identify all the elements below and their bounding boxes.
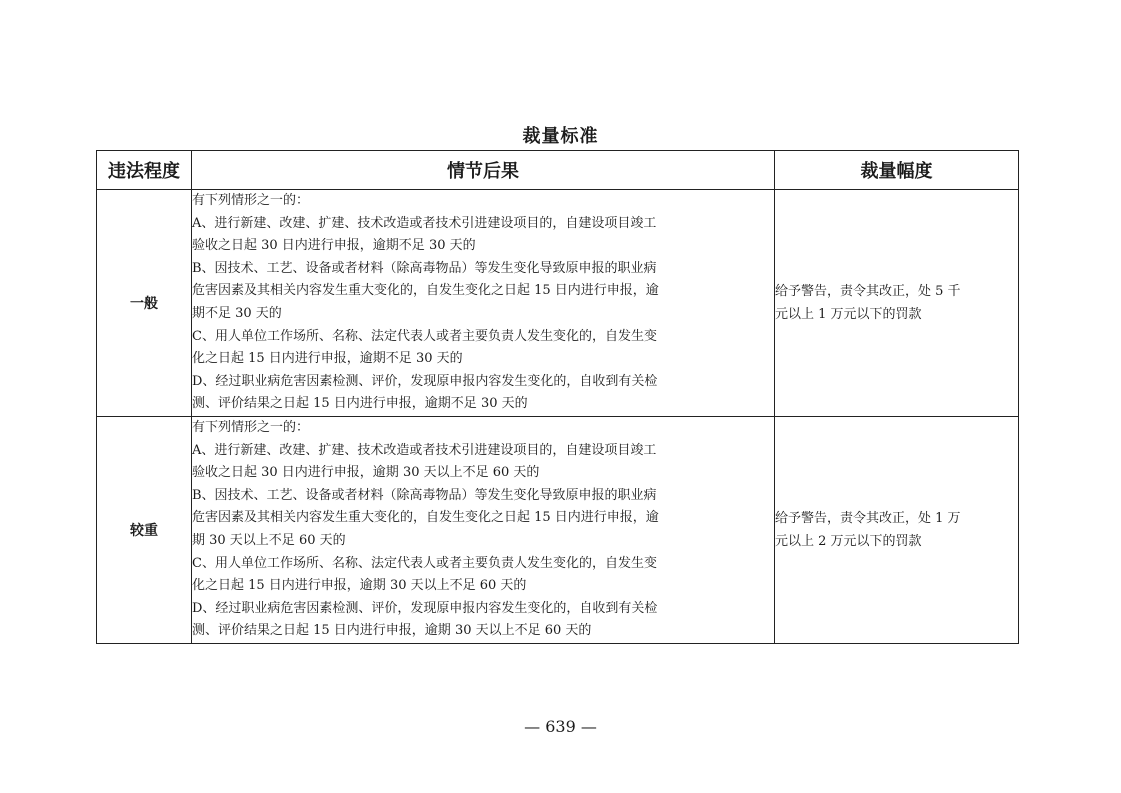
circumstance-line: 验收之日起 30 日内进行申报，逾期不足 30 天的 bbox=[192, 238, 476, 254]
header-circumstances: 情节后果 bbox=[192, 151, 775, 190]
penalty-range-cell bbox=[775, 416, 1019, 643]
circumstance-line: B、因技术、工艺、设备或者材料（除高毒物品）等发生变化导致原申报的职业病 bbox=[192, 487, 657, 503]
circumstance-line: A、进行新建、改建、扩建、技术改造或者技术引进建设项目的，自建设项目竣工 bbox=[192, 215, 657, 231]
table-title: 裁量标准 bbox=[522, 126, 599, 147]
circumstance-line: 化之日起 15 日内进行申报，逾期 30 天以上不足 60 天的 bbox=[192, 578, 527, 594]
circumstances-cell bbox=[192, 416, 775, 643]
penalty-range-cell bbox=[775, 190, 1019, 417]
circumstance-line: 危害因素及其相关内容发生重大变化的，自发生变化之日起 15 日内进行申报，逾 bbox=[192, 283, 659, 299]
circumstance-line: 测、评价结果之日起 15 日内进行申报，逾期不足 30 天的 bbox=[192, 396, 528, 412]
header-violation-level: 违法程度 bbox=[97, 151, 192, 190]
circumstance-line: 有下列情形之一的： bbox=[192, 419, 310, 435]
header-penalty-range: 裁量幅度 bbox=[775, 151, 1019, 190]
violation-level-cell: 较重 bbox=[97, 416, 192, 643]
penalty-line: 给予警告，责令其改正，处 1 万 bbox=[775, 510, 961, 526]
penalty-line: 给予警告，责令其改正，处 5 千 bbox=[775, 283, 961, 299]
circumstance-line: C、用人单位工作场所、名称、法定代表人或者主要负责人发生变化的，自发生变 bbox=[192, 328, 657, 344]
circumstance-line: 期 30 天以上不足 60 天的 bbox=[192, 532, 346, 548]
circumstance-line: B、因技术、工艺、设备或者材料（除高毒物品）等发生变化导致原申报的职业病 bbox=[192, 260, 657, 276]
page-number: — 639 — bbox=[524, 717, 597, 736]
circumstances-cell bbox=[192, 190, 775, 417]
penalty-line: 元以上 1 万元以下的罚款 bbox=[775, 306, 922, 322]
circumstance-line: D、经过职业病危害因素检测、评价，发现原申报内容发生变化的，自收到有关检 bbox=[192, 373, 658, 389]
circumstance-line: 化之日起 15 日内进行申报，逾期不足 30 天的 bbox=[192, 351, 463, 367]
circumstance-line: 测、评价结果之日起 15 日内进行申报，逾期 30 天以上不足 60 天的 bbox=[192, 623, 592, 639]
circumstance-line: C、用人单位工作场所、名称、法定代表人或者主要负责人发生变化的，自发生变 bbox=[192, 555, 657, 571]
circumstance-line: 验收之日起 30 日内进行申报，逾期 30 天以上不足 60 天的 bbox=[192, 465, 540, 481]
circumstance-line: A、进行新建、改建、扩建、技术改造或者技术引进建设项目的，自建设项目竣工 bbox=[192, 442, 657, 458]
circumstance-line: 期不足 30 天的 bbox=[192, 305, 282, 321]
table-row bbox=[97, 190, 1019, 417]
table-header-row bbox=[97, 151, 1019, 190]
table-row bbox=[97, 416, 1019, 643]
circumstance-line: 危害因素及其相关内容发生重大变化的，自发生变化之日起 15 日内进行申报，逾 bbox=[192, 510, 659, 526]
discretion-standard-table bbox=[96, 150, 1019, 644]
circumstance-line: D、经过职业病危害因素检测、评价，发现原申报内容发生变化的，自收到有关检 bbox=[192, 600, 658, 616]
penalty-line: 元以上 2 万元以下的罚款 bbox=[775, 533, 922, 549]
circumstance-line: 有下列情形之一的： bbox=[192, 193, 310, 208]
violation-level-cell: 一般 bbox=[97, 190, 192, 417]
